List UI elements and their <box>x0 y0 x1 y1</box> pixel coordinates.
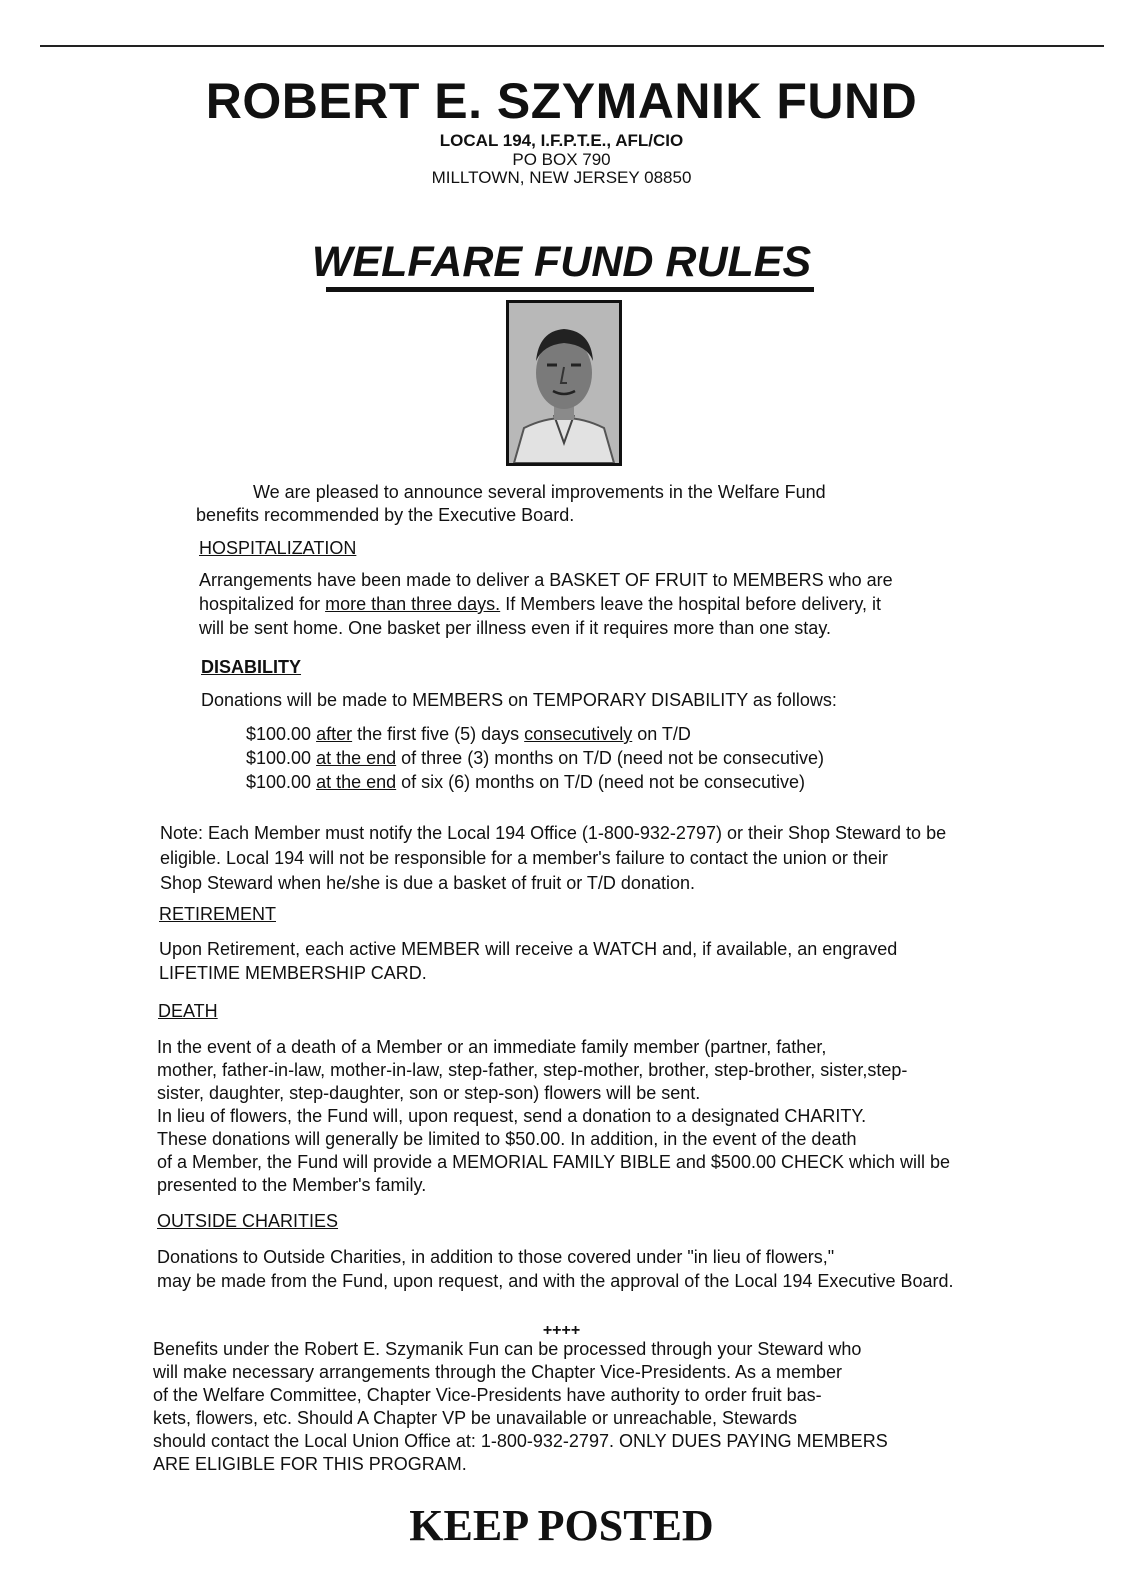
fund-title: ROBERT E. SZYMANIK FUND <box>205 73 918 129</box>
benefits-line-6: ARE ELIGIBLE FOR THIS PROGRAM. <box>153 1454 467 1474</box>
note-line-1: Note: Each Member must notify the Local 194 Office (1-800-932-2797) or their Shop Steward to be <box>160 823 947 843</box>
portrait-photo <box>506 300 622 466</box>
city-line: MILLTOWN, NEW JERSEY 08850 <box>431 168 692 187</box>
rules-heading: WELFARE FUND RULES <box>311 238 812 286</box>
death-line-5: These donations will generally be limited to $50.00. In addition, in the event of the death <box>157 1129 857 1149</box>
row-text-post: of three (3) months on T/D (need not be consecutive) <box>396 748 825 768</box>
death-line-3: sister, daughter, step-daughter, son or step-son) flowers will be sent. <box>157 1083 701 1103</box>
death-line-1: In the event of a death of a Member or an immediate family member (partner, father, <box>157 1037 827 1057</box>
hospitalization-line-3: will be sent home. One basket per illness even if it requires more than one stay. <box>199 618 831 638</box>
note-line-3: Shop Steward when he/she is due a basket of fruit or T/D donation. <box>160 873 695 893</box>
retirement-line-1: Upon Retirement, each active MEMBER will receive a WATCH and, if available, an engraved <box>159 939 898 959</box>
local-line: LOCAL 194, I.F.P.T.E., AFL/CIO <box>439 131 684 150</box>
charities-title: OUTSIDE CHARITIES <box>157 1211 339 1231</box>
hospitalization-title: HOSPITALIZATION <box>199 538 357 558</box>
death-title: DEATH <box>158 1001 218 1021</box>
amount: $100.00 <box>246 748 317 768</box>
benefits-line-4: kets, flowers, etc. Should A Chapter VP be unavailable or unreachable, Stewards <box>153 1408 798 1428</box>
disability-row-2 <box>246 746 824 770</box>
row-text-post: on T/D <box>632 724 691 744</box>
benefits-line-1: Benefits under the Robert E. Szymanik Fun can be processed through your Steward who <box>153 1339 862 1359</box>
amount: $100.00 <box>246 772 317 792</box>
hospitalization-line-1: Arrangements have been made to deliver a BASKET OF FRUIT to MEMBERS who are <box>199 570 893 590</box>
top-rule <box>40 45 1104 47</box>
separator: ++++ <box>542 1322 581 1339</box>
hospitalization-line-2 <box>199 592 881 616</box>
hosp-underlined: more than three days. <box>325 594 501 614</box>
charities-line-2: may be made from the Fund, upon request, and with the approval of the Local 194 Executive Board. <box>157 1271 954 1291</box>
disability-intro: Donations will be made to MEMBERS on TEMPORARY DISABILITY as follows: <box>201 690 837 710</box>
heading-underline <box>326 287 814 292</box>
intro-line-1: We are pleased to announce several improvements in the Welfare Fund <box>253 482 826 502</box>
disability-row-3 <box>246 770 805 794</box>
row-text: the first five (5) days <box>352 724 525 744</box>
death-line-7: presented to the Member's family. <box>157 1175 427 1195</box>
underlined-end: at the end <box>316 748 397 768</box>
death-line-2: mother, father-in-law, mother-in-law, step-father, step-mother, brother, step-brother, sister,step- <box>157 1060 908 1080</box>
underlined-after: after <box>316 724 353 744</box>
keep-posted: KEEP POSTED <box>409 1501 714 1550</box>
retirement-line-2: LIFETIME MEMBERSHIP CARD. <box>159 963 427 983</box>
underlined-end: at the end <box>316 772 397 792</box>
death-line-4: In lieu of flowers, the Fund will, upon request, send a donation to a designated CHARITY. <box>157 1106 867 1126</box>
disability-row-1 <box>246 722 691 746</box>
benefits-line-5: should contact the Local Union Office at: 1-800-932-2797. ONLY DUES PAYING MEMBERS <box>153 1431 888 1451</box>
benefits-line-2: will make necessary arrangements through the Chapter Vice-Presidents. As a member <box>153 1362 842 1382</box>
retirement-title: RETIREMENT <box>159 904 276 924</box>
benefits-line-3: of the Welfare Committee, Chapter Vice-Presidents have authority to order fruit bas- <box>153 1385 822 1405</box>
disability-title: DISABILITY <box>201 657 302 677</box>
underlined-consecutively: consecutively <box>524 724 633 744</box>
intro-line-2: benefits recommended by the Executive Board. <box>196 505 575 525</box>
note-line-2: eligible. Local 194 will not be responsible for a member's failure to contact the union or their <box>160 848 888 868</box>
row-text-post: of six (6) months on T/D (need not be consecutive) <box>396 772 806 792</box>
death-line-6: of a Member, the Fund will provide a MEMORIAL FAMILY BIBLE and $500.00 CHECK which will be <box>157 1152 951 1172</box>
hosp-text: hospitalized for <box>199 594 326 614</box>
amount: $100.00 <box>246 724 317 744</box>
pobox-line: PO BOX 790 <box>512 150 611 169</box>
charities-line-1: Donations to Outside Charities, in addition to those covered under "in lieu of flowers," <box>157 1247 835 1267</box>
hosp-text-post: If Members leave the hospital before delivery, it <box>500 594 882 614</box>
